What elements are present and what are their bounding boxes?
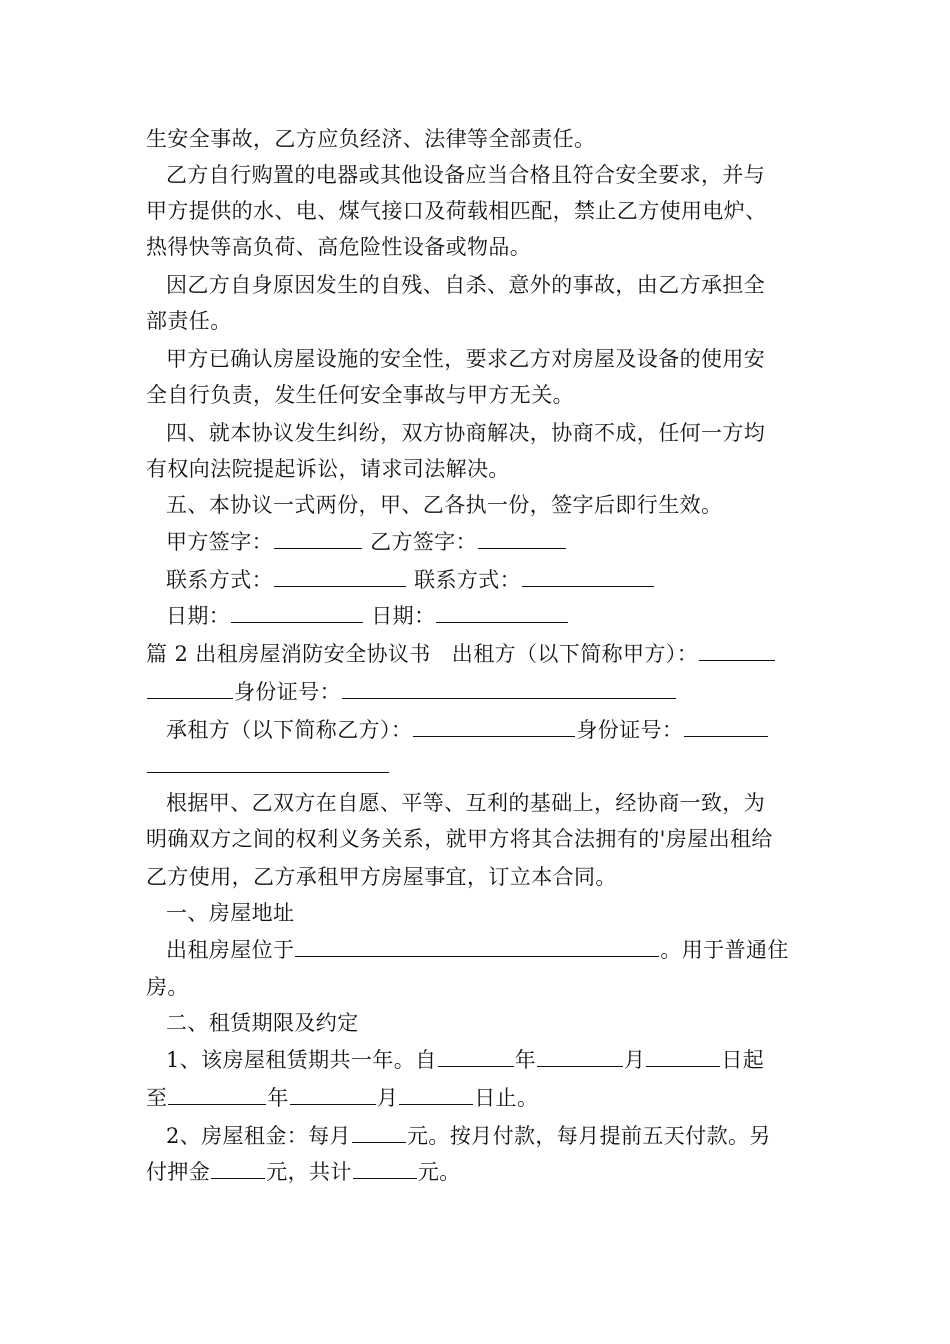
date-line [166, 602, 831, 629]
text-line: 乙方使用，乙方承租甲方房屋事宜，订立本合同。 [146, 865, 617, 889]
party-a-signature-blank[interactable] [274, 528, 362, 549]
text-line: 四、就本协议发生纠纷，双方协商解决，协商不成，任何一方均 [166, 421, 766, 445]
term-label: 1、该房屋租赁期共一年。自 [166, 1048, 437, 1072]
address-blank[interactable] [295, 936, 659, 957]
deposit-line [146, 1158, 811, 1185]
deposit-label: 付押金 [146, 1160, 211, 1184]
lessee-line [166, 716, 831, 743]
start-day-blank[interactable] [646, 1046, 720, 1067]
text-line: 热得快等高负荷、高危险性设备或物品。 [146, 235, 532, 259]
section2-heading: 篇 2 出租房屋消防安全协议书 [146, 642, 431, 666]
end-day-blank[interactable] [399, 1084, 473, 1105]
heading-house-address: 一、房屋地址 [166, 901, 295, 925]
lessee-label: 承租方（以下简称乙方）： [166, 718, 413, 742]
start-year-blank[interactable] [438, 1046, 514, 1067]
year-label: 年 [514, 1048, 536, 1072]
date-a-label: 日期： [166, 604, 231, 628]
lessee-id-blank-cont[interactable] [147, 752, 389, 773]
lessee-blank[interactable] [413, 716, 575, 737]
date-b-blank[interactable] [436, 602, 568, 623]
lessor-label: 出租方（以下简称甲方）： [451, 642, 699, 666]
section2-heading-line [146, 640, 811, 667]
address-line [166, 936, 831, 963]
rent-label: 2、房屋租金：每月 [166, 1124, 351, 1148]
to-label: 至 [146, 1086, 168, 1110]
end-month-blank[interactable] [290, 1084, 376, 1105]
term-end-line [146, 1084, 811, 1111]
year-label: 年 [267, 1086, 289, 1110]
text-line: 乙方自行购置的电器或其他设备应当合格且符合安全要求，并与 [166, 163, 766, 187]
rent-blank[interactable] [352, 1122, 406, 1143]
lessee-id-blank[interactable] [684, 716, 768, 737]
text-line: 明确双方之间的权利义务关系，就甲方将其合法拥有的'房屋出租给 [146, 827, 773, 851]
id-label: 身份证号： [576, 718, 684, 742]
text-line: 根据甲、乙双方在自愿、平等、互利的基础上，经协商一致，为 [166, 791, 766, 815]
lessor-blank[interactable] [699, 640, 775, 661]
text-line: 全自行负责，发生任何安全事故与甲方无关。 [146, 383, 574, 407]
month-label: 月 [376, 1086, 399, 1110]
address-label: 出租房屋位于 [166, 938, 295, 962]
contact-line [166, 566, 831, 593]
address-tail: 。用于普通住 [660, 938, 789, 962]
start-month-blank[interactable] [537, 1046, 623, 1067]
deposit-mid: 元，共计 [266, 1160, 352, 1184]
deposit-blank[interactable] [211, 1158, 265, 1179]
contact-b-blank[interactable] [522, 566, 654, 587]
date-a-blank[interactable] [231, 602, 363, 623]
lessee-id-cont-line [146, 752, 811, 779]
end-year-blank[interactable] [168, 1084, 266, 1105]
month-label: 月 [623, 1048, 646, 1072]
party-b-signature-label: 乙方签字： [370, 530, 478, 554]
text-line: 甲方提供的水、电、煤气接口及荷载相匹配，禁止乙方使用电炉、 [146, 199, 767, 223]
lessor-id-blank[interactable] [342, 678, 676, 699]
day-end-label: 日止。 [474, 1086, 539, 1110]
heading-lease-term: 二、租赁期限及约定 [166, 1011, 359, 1035]
contact-a-blank[interactable] [274, 566, 406, 587]
party-a-signature-label: 甲方签字： [166, 530, 273, 554]
total-blank[interactable] [353, 1158, 417, 1179]
date-b-label: 日期： [371, 604, 436, 628]
text-line: 房。 [146, 975, 189, 999]
id-label: 身份证号： [234, 680, 341, 704]
text-line: 因乙方自身原因发生的自残、自杀、意外的事故，由乙方承担全 [166, 273, 766, 297]
text-line: 部责任。 [146, 309, 232, 333]
rent-tail: 元。按月付款，每月提前五天付款。另 [406, 1124, 771, 1148]
signature-line [166, 528, 831, 555]
contact-b-label: 联系方式： [414, 568, 522, 592]
lessor-blank-cont[interactable] [147, 678, 233, 699]
lessor-id-line [146, 678, 811, 705]
text-line: 生安全事故，乙方应负经济、法律等全部责任。 [146, 127, 596, 151]
term-line [166, 1046, 831, 1073]
rent-line [166, 1122, 831, 1149]
deposit-end: 元。 [417, 1160, 461, 1184]
text-line: 有权向法院提起诉讼，请求司法解决。 [146, 457, 510, 481]
text-line: 五、本协议一式两份，甲、乙各执一份，签字后即行生效。 [166, 493, 723, 517]
contact-a-label: 联系方式： [166, 568, 273, 592]
day-start-label: 日起 [721, 1048, 765, 1072]
party-b-signature-blank[interactable] [478, 528, 566, 549]
text-line: 甲方已确认房屋设施的安全性，要求乙方对房屋及设备的使用安 [166, 347, 766, 371]
